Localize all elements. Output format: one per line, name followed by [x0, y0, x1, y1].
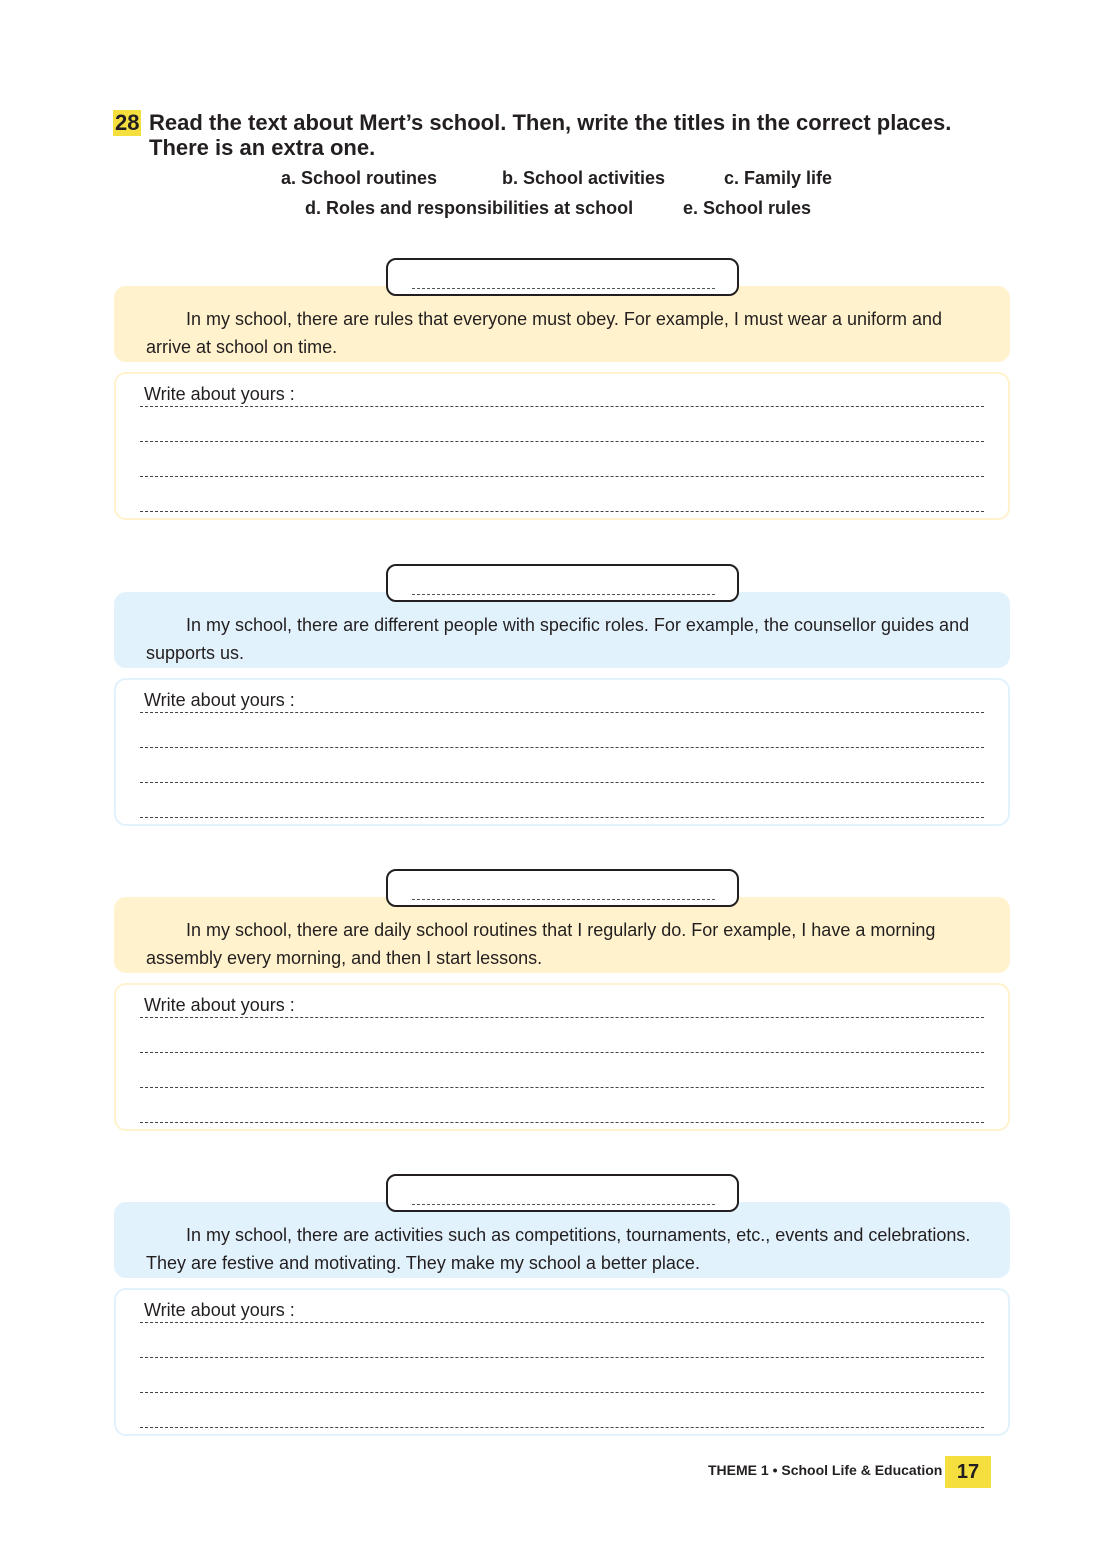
paragraph-text: In my school, there are activities such as competitions, tournaments, etc., events and celebrations. They are festive and motivating. They make my school a better place. [146, 1225, 971, 1273]
answer-line[interactable] [140, 782, 984, 783]
write-about-yours-box[interactable] [114, 372, 1010, 520]
page-number: 17 [945, 1456, 991, 1488]
answer-line [412, 899, 715, 900]
option-d: d. Roles and responsibilities at school [305, 198, 634, 218]
option-e: e. School rules [683, 198, 812, 218]
footer-theme: THEME 1 • School Life & Education [708, 1462, 943, 1478]
answer-line[interactable] [140, 441, 984, 442]
write-label: Write about yours : [144, 384, 299, 405]
title-answer-field[interactable] [386, 258, 739, 296]
write-about-yours-box[interactable] [114, 1288, 1010, 1436]
answer-line[interactable] [140, 1392, 984, 1393]
title-answer-field[interactable] [386, 869, 739, 907]
answer-line[interactable] [140, 1322, 984, 1323]
paragraph-panel [114, 592, 1010, 668]
write-about-yours-box[interactable] [114, 983, 1010, 1131]
option-a: a. School routines [281, 168, 438, 188]
write-label: Write about yours : [144, 690, 299, 711]
answer-line [412, 1204, 715, 1205]
paragraph-panel [114, 1202, 1010, 1278]
write-about-yours-box[interactable] [114, 678, 1010, 826]
question-instruction: Read the text about Mert’s school. Then, write the titles in the correct places. There is an extra one. [149, 110, 952, 160]
answer-line[interactable] [140, 1122, 984, 1123]
answer-line[interactable] [140, 1087, 984, 1088]
question-number: 28 [115, 110, 140, 135]
title-answer-field[interactable] [386, 1174, 739, 1212]
answer-line[interactable] [140, 1052, 984, 1053]
answer-line[interactable] [140, 406, 984, 407]
paragraph-panel [114, 286, 1010, 362]
answer-line[interactable] [140, 1017, 984, 1018]
answer-line[interactable] [140, 712, 984, 713]
option-b: b. School activities [502, 168, 666, 188]
option-c: c. Family life [724, 168, 833, 188]
answer-line [412, 288, 715, 289]
write-label: Write about yours : [144, 995, 299, 1016]
write-label: Write about yours : [144, 1300, 299, 1321]
answer-line [412, 594, 715, 595]
answer-line[interactable] [140, 1357, 984, 1358]
paragraph-text: In my school, there are different people with specific roles. For example, the counsellor guides and supports us. [146, 615, 970, 663]
paragraph-text: In my school, there are rules that everyone must obey. For example, I must wear a uniform and arrive at school on time. [146, 309, 943, 357]
paragraph-panel [114, 897, 1010, 973]
paragraph-text: In my school, there are daily school routines that I regularly do. For example, I have a morning assembly every morning, and then I start lessons. [146, 920, 936, 968]
answer-line[interactable] [140, 817, 984, 818]
answer-line[interactable] [140, 1427, 984, 1428]
title-answer-field[interactable] [386, 564, 739, 602]
answer-line[interactable] [140, 747, 984, 748]
answer-line[interactable] [140, 476, 984, 477]
answer-line[interactable] [140, 511, 984, 512]
